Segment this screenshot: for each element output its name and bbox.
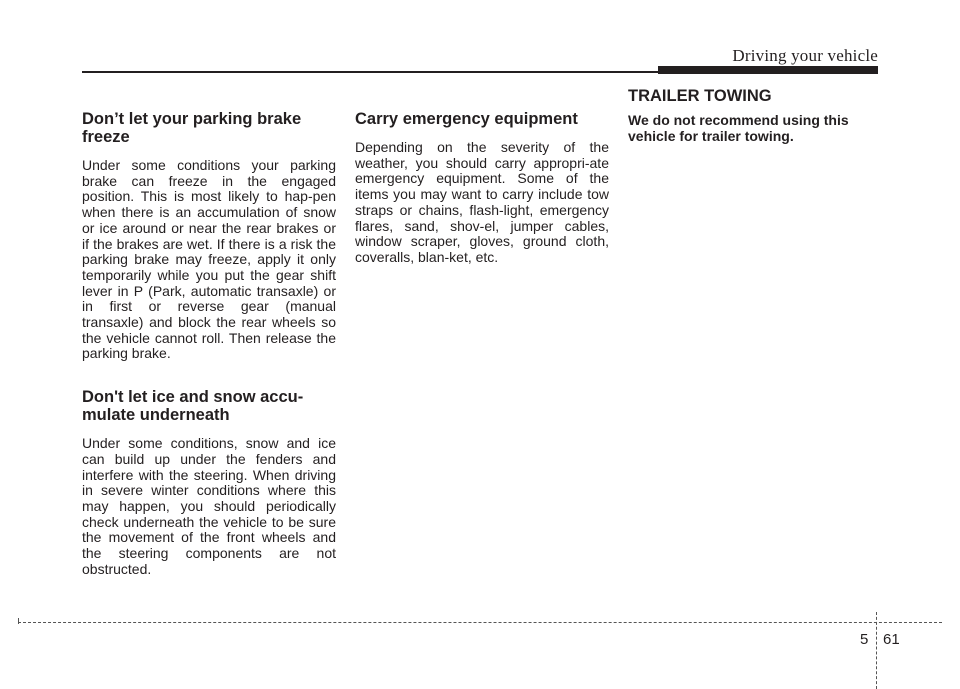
heading-emergency-equipment: Carry emergency equipment xyxy=(355,110,578,128)
page-number: 61 xyxy=(883,631,900,648)
column-left xyxy=(82,110,336,577)
footer-tick xyxy=(18,618,19,624)
chapter-number: 5 xyxy=(860,631,869,648)
header-rule-thick xyxy=(658,66,878,74)
paragraph-trailer-towing: We do not recommend using this vehicle for trailer towing. xyxy=(628,112,849,144)
section-title: Driving your vehicle xyxy=(732,46,878,65)
heading-trailer-towing: TRAILER TOWING xyxy=(628,87,772,105)
page-number-divider xyxy=(876,612,877,689)
column-middle xyxy=(355,110,609,266)
paragraph-emergency-equipment: Depending on the severity of the weather, you should carry appropri-ate emergency equipment. Some of the items you may want to carry include tow straps or chains, flash-light, emergency flares, sand, shov-el, jumper cables, window scraper, gloves, ground cloth, coveralls, blan-ket, etc. xyxy=(355,139,609,265)
footer-dashed-rule xyxy=(18,622,942,623)
heading-ice-snow: Don't let ice and snow accu-mulate underneath xyxy=(82,388,304,425)
heading-parking-brake: Don’t let your parking brake freeze xyxy=(82,110,302,146)
paragraph-ice-snow: Under some conditions, snow and ice can build up under the fenders and interfere with the steering. When driving in severe winter conditions where this may happen, you should periodically check underneath the vehicle to be sure the movement of the front wheels and the steering components are not obstructed. xyxy=(82,435,336,577)
paragraph-parking-brake: Under some conditions your parking brake can freeze in the engaged position. This is most likely to hap-pen when there is an accumulation of snow or ice around or near the rear brakes or if the brakes are wet. If there is a risk the parking brake may freeze, apply it only temporarily while you put the gear shift lever in P (Park, automatic transaxle) or in first or reverse gear (manual transaxle) and block the rear wheels so the vehicle cannot roll. Then release the parking brake. xyxy=(82,157,336,362)
header-rule-thin xyxy=(82,71,662,73)
